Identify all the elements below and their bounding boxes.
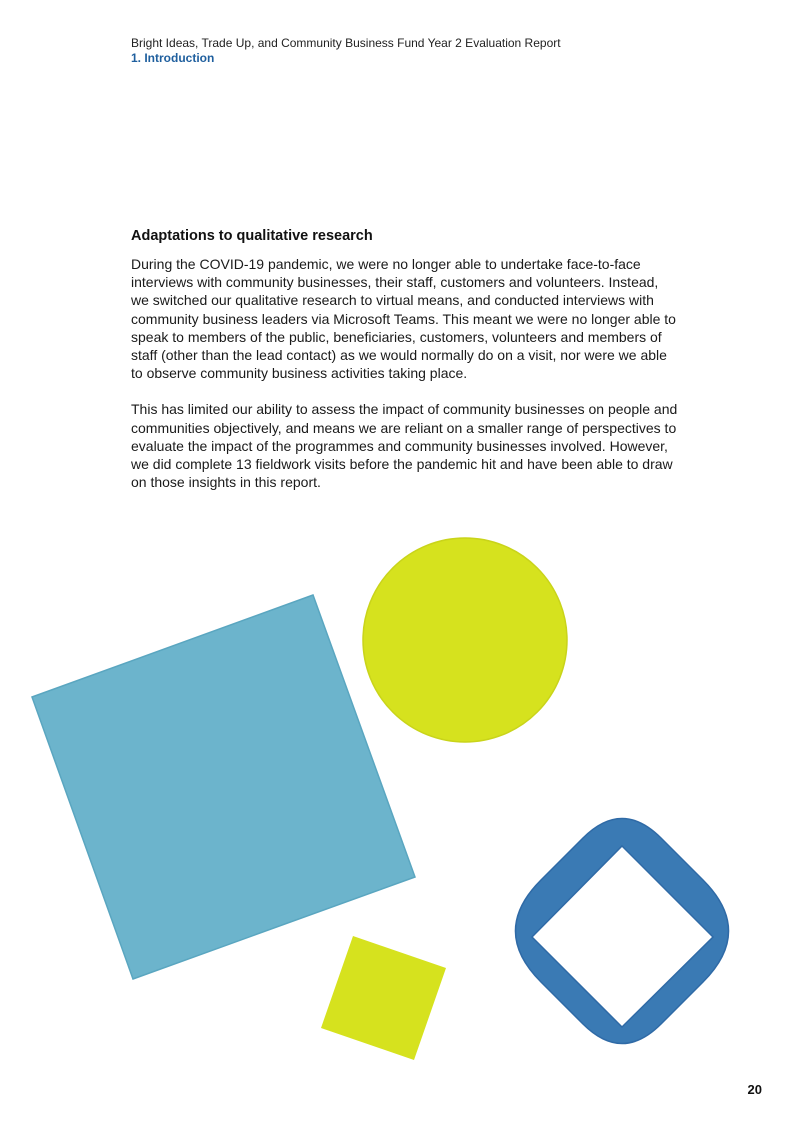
paragraph-1: During the COVID-19 pandemic, we were no longer able to undertake face-to-face interviews with community businesses, their staff, customers and volunteers. Instead, we switched our qualitative research to virtual means, and conducted interviews with community business leaders via Microsoft Teams. This meant we were no longer able to speak to members of the public, beneficiaries, customers, volunteers and members of staff (other than the lead contact) as we would normally do on a visit, nor were we able to observe community business activities taking place. — [131, 256, 676, 382]
main-content — [131, 227, 679, 509]
running-header — [131, 35, 751, 66]
large-blue-square-shape — [32, 595, 415, 979]
lime-circle-shape — [363, 538, 567, 742]
report-title: Bright Ideas, Trade Up, and Community Business Fund Year 2 Evaluation Report — [131, 36, 561, 50]
section-label: 1. Introduction — [131, 51, 215, 65]
page-number: 20 — [747, 1082, 762, 1097]
small-lime-square-shape — [321, 936, 446, 1060]
paragraph-2: This has limited our ability to assess the impact of community businesses on people and communities objectively, and means we are reliant on a smaller range of perspectives to evaluate the impact of the programmes and community businesses involved. However, we did complete 13 fieldwork visits before the pandemic hit and have been able to draw on those insights in this report. — [131, 401, 678, 491]
section-heading: Adaptations to qualitative research — [131, 228, 373, 244]
blue-diamond-ring-shape — [516, 819, 729, 1044]
